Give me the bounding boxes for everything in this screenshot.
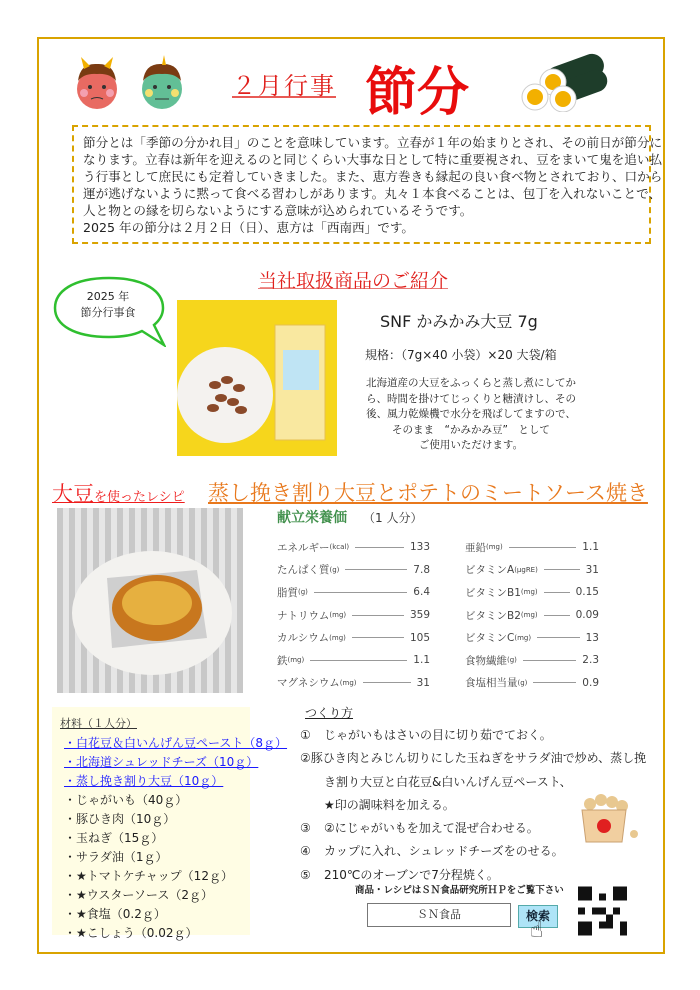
ingredient-item: [60, 867, 250, 886]
nutrient-unit: (mg): [287, 656, 305, 665]
nutrient-unit: (mg): [486, 543, 503, 552]
leader-line: [533, 682, 576, 683]
intro-line: 人と物との縁を切らないようにする意味が込められているそうです。: [83, 203, 473, 218]
nutrition-row: [277, 604, 430, 627]
nutrient-name: ナトリウム: [277, 609, 330, 622]
nutrition-row: [277, 672, 430, 695]
nutrient-unit: (g): [507, 656, 517, 665]
ingredient-text: ・じゃがいも（40ｇ）: [64, 793, 188, 807]
ingredient-item: [60, 905, 250, 924]
intro-line: 節分とは「季節の分かれ目」のことを意味しています。立春が１年の始まりとされ、その前日が節分に: [83, 135, 663, 150]
nutrient-unit: (g): [517, 678, 528, 687]
nutrition-serving: （1 人分）: [363, 511, 423, 525]
leader-line: [310, 660, 407, 661]
nutrition-right-column: [465, 536, 599, 694]
recipe-label: [52, 478, 185, 508]
green-oni-icon: [135, 55, 189, 111]
nutrient-name: ビタミンB1: [465, 586, 521, 599]
website-cta: 商品・レシピはＳＮ食品研究所ＨＰをご覧下さい: [355, 885, 564, 896]
ingredient-text: ・★食塩（0.2ｇ）: [64, 907, 166, 921]
nutrition-row: [465, 672, 599, 695]
leader-line: [345, 569, 407, 570]
nutrient-value: 1.1: [582, 541, 599, 554]
product-spec: 規格：（7g×40 小袋）×20 大袋/箱: [365, 348, 557, 362]
recipe-label-big: 大豆: [52, 482, 94, 506]
page-subtitle: ２月行事: [232, 72, 336, 100]
nutrition-row: [277, 536, 430, 559]
step-number: [300, 771, 324, 794]
nutrient-unit: (mg): [339, 678, 357, 687]
intro-box: [72, 125, 663, 244]
ingredient-item: [60, 848, 250, 867]
nutrient-value: 0.15: [575, 586, 599, 599]
ingredient-item: [60, 810, 250, 829]
qr-code[interactable]: [578, 885, 627, 937]
ehomaki-icon: [515, 52, 611, 112]
intro-line: なります。立春は新年を迎えるのと同じくらい大事な日として特に重要視され、豆をまいて鬼を追い払: [83, 152, 663, 167]
step-item: [300, 771, 580, 794]
step-number: ②: [300, 751, 311, 766]
ingredient-item: [60, 829, 250, 848]
step-number: ③: [300, 821, 311, 836]
nutrition-row: [465, 559, 599, 582]
nutrition-row: [465, 626, 599, 649]
leader-line: [352, 615, 404, 616]
step-item: [300, 817, 580, 840]
ingredient-item[interactable]: [60, 753, 259, 772]
ingredient-item: [60, 791, 250, 810]
nutrient-unit: (mg): [329, 633, 346, 642]
nutrition-row: [277, 626, 430, 649]
bean-box-icon: [576, 792, 640, 848]
step-number: ④: [300, 844, 311, 859]
step-number: [300, 794, 324, 817]
leader-line: [544, 592, 570, 593]
nutrient-name: ビタミンA: [465, 564, 515, 577]
step-text: 210℃のオーブンで7分程焼く。: [324, 867, 499, 882]
nutrition-title: 献立栄養価: [277, 510, 347, 526]
step-item: [300, 794, 580, 817]
ingredient-text: ・★ウスターソース（2ｇ）: [64, 888, 213, 902]
desc-line: 後、風力乾燥機で水分を飛ばしてますので、: [366, 408, 576, 420]
bubble-year: 2025 年: [86, 290, 130, 303]
step-text: じゃがいもはさいの目に切り茹でておく。: [324, 728, 552, 742]
nutrient-name: カルシウム: [277, 632, 330, 645]
nutrient-value: 1.1: [413, 654, 430, 667]
desc-line: ご使用いただけます。: [418, 439, 524, 451]
leader-line: [509, 547, 577, 548]
page-title: 節分: [365, 63, 470, 123]
nutrient-unit: (kcal): [329, 543, 350, 552]
intro-line: 2025 年の節分は２月２日（日）、恵方は「西南西」です。: [83, 220, 414, 235]
steps-section: [300, 704, 647, 887]
step-item: [300, 840, 580, 863]
ingredient-text: ・サラダ油（1ｇ）: [64, 850, 168, 864]
leader-line: [363, 682, 411, 683]
nutrient-unit: (μgRE): [514, 565, 538, 574]
ingredient-text: ・豚ひき肉（10ｇ）: [64, 812, 176, 826]
ingredient-text[interactable]: ・蒸し挽き割り大豆（10ｇ）: [64, 774, 224, 788]
recipe-title: 蒸し挽き割り大豆とポテトのミートソース焼き: [208, 481, 648, 505]
ingredients-title: 材料（１人分）: [60, 717, 137, 730]
leader-line: [544, 615, 570, 616]
product-name: SNF かみかみ大豆 7g: [380, 312, 538, 331]
intro-line: 運が逃げないように黙って食べる習わしがあります。丸々１本食べることは、包丁を入れないことで、: [83, 186, 662, 201]
nutrient-unit: (mg): [520, 611, 538, 620]
nutrient-name: 亜鉛: [465, 541, 486, 554]
product-heading: 当社取扱商品のご紹介: [258, 270, 449, 292]
nutrition-row: [277, 581, 430, 604]
product-description: [360, 376, 582, 454]
nutrient-unit: (mg): [520, 588, 538, 597]
ingredient-item: [60, 924, 250, 943]
nutrient-value: 133: [409, 541, 430, 554]
leader-line: [537, 637, 580, 638]
desc-line: そのまま “かみかみ豆” として: [392, 423, 550, 436]
step-item: [300, 747, 647, 770]
ingredients-box: [52, 707, 288, 940]
nutrient-name: マグネシウム: [277, 677, 340, 690]
nutrient-value: 13: [585, 631, 599, 644]
nutrient-name: 食塩相当量: [465, 677, 518, 690]
nutrient-name: ビタミンC: [465, 632, 515, 645]
leader-line: [352, 637, 404, 638]
step-text: き割り大豆と白花豆&白いんげん豆ペースト、: [324, 774, 572, 789]
nutrient-value: 0.9: [582, 676, 599, 689]
bubble-label: 節分行事食: [80, 306, 136, 319]
desc-line: 北海道産の大豆をふっくらと蒸し煮にしてか: [366, 377, 576, 389]
leader-line: [523, 660, 576, 661]
nutrient-name: エネルギー: [277, 541, 330, 554]
bubble-text: [60, 289, 156, 321]
nutrient-unit: (mg): [329, 611, 347, 620]
nutrient-unit: (g): [298, 588, 308, 597]
step-text: カップに入れ、シュレッドチーズをのせる。: [324, 844, 564, 859]
step-number: ⑤: [300, 867, 311, 882]
nutrition-row: [465, 649, 599, 672]
nutrition-row: [277, 559, 430, 582]
nutrient-unit: (mg): [514, 633, 532, 642]
step-item: [300, 724, 580, 747]
nutrient-value: 359: [409, 609, 430, 622]
ingredient-text: ・★こしょう（0.02ｇ）: [64, 926, 198, 940]
search-input[interactable]: ＳＮ食品: [367, 903, 511, 927]
recipe-photo: [57, 508, 243, 693]
leader-line: [544, 569, 580, 570]
nutrient-value: 31: [585, 563, 599, 576]
nutrient-name: 鉄: [277, 654, 288, 667]
ingredient-text: ・玉ねぎ（15ｇ）: [64, 831, 164, 845]
nutrient-value: 7.8: [413, 563, 430, 576]
search-button[interactable]: 検索: [518, 905, 558, 928]
desc-line: ら、時間を掛けてじっくりと糖漬けし、その: [366, 392, 576, 405]
step-text: 豚ひき肉とみじん切りにした玉ねぎをサラダ油で炒め、蒸し挽: [310, 751, 647, 766]
nutrient-name: 脂質: [277, 586, 298, 599]
ingredient-item[interactable]: [60, 734, 288, 753]
nutrition-row: [465, 604, 599, 627]
nutrient-value: 0.09: [575, 609, 599, 622]
nutrition-row: [465, 536, 599, 559]
leader-line: [355, 547, 404, 548]
nutrition-heading: [277, 507, 422, 527]
nutrition-left-column: [277, 536, 430, 694]
ingredient-text: ・★トマトケチャップ（12ｇ）: [64, 869, 233, 883]
ingredient-item[interactable]: [60, 772, 250, 791]
nutrition-row: [277, 649, 430, 672]
nutrient-value: 105: [409, 631, 430, 644]
nutrient-value: 6.4: [413, 586, 430, 599]
step-text: ★印の調味料を加える。: [324, 797, 455, 812]
nutrient-unit: (g): [329, 565, 340, 574]
step-text: ②にじゃがいもを加えて混ぜ合わせる。: [324, 821, 539, 836]
leader-line: [314, 592, 407, 593]
ingredient-text[interactable]: ・北海道シュレッドチーズ（10ｇ）: [64, 755, 259, 769]
nutrient-value: 2.3: [582, 654, 599, 667]
product-photo: [177, 300, 337, 456]
step-number: ①: [300, 728, 311, 742]
nutrient-value: 31: [416, 676, 430, 689]
intro-line: う行事として庶民にも定着していきました。また、恵方巻きも縁起の良い食べ物とされており、口から: [83, 169, 663, 184]
nutrient-name: たんぱく質: [277, 564, 330, 577]
ingredient-text[interactable]: ・白花豆＆白いんげん豆ペースト（8ｇ）: [64, 736, 288, 750]
recipe-label-small: を使ったレシピ: [94, 490, 185, 505]
nutrition-row: [465, 581, 599, 604]
ingredient-item: [60, 886, 250, 905]
nutrient-name: ビタミンB2: [465, 609, 521, 622]
hand-cursor-icon: ☝: [530, 918, 544, 943]
nutrient-name: 食物繊維: [465, 654, 507, 667]
steps-title: つくり方: [305, 706, 354, 720]
red-oni-icon: [70, 55, 124, 111]
